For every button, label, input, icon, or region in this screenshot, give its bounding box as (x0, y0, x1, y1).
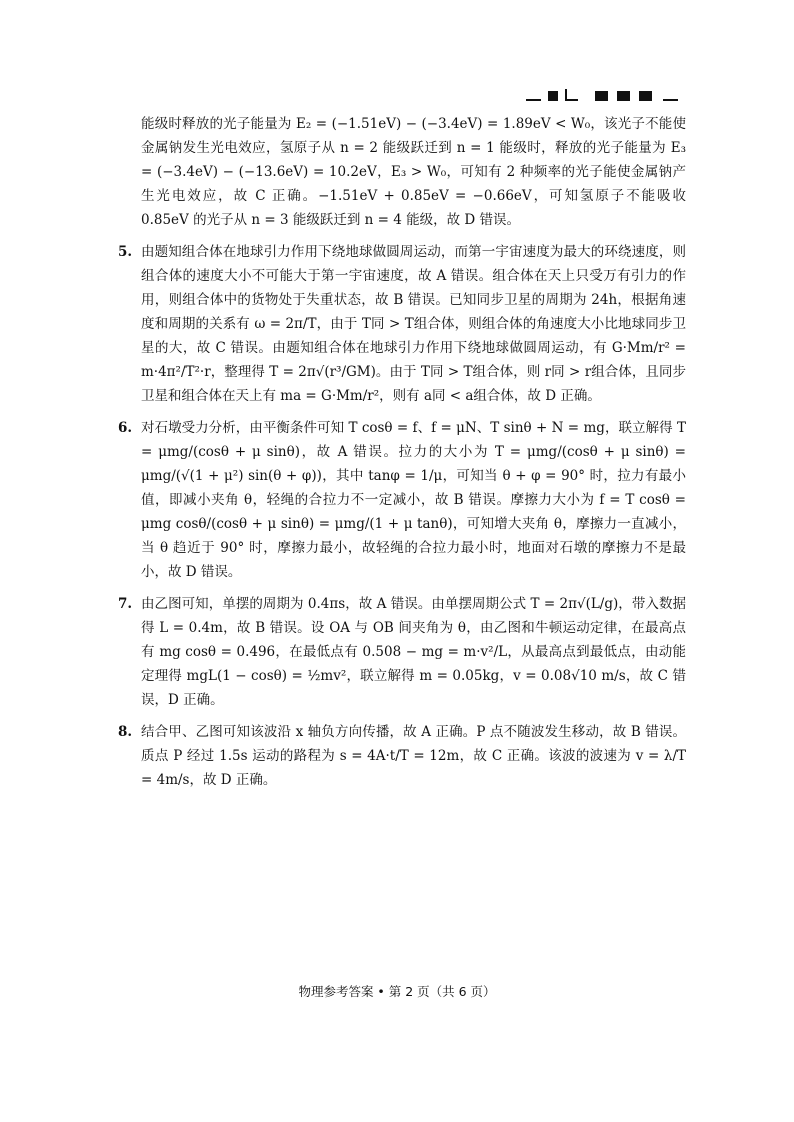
item-number: 8. (118, 724, 133, 740)
answer-item-7 (118, 592, 686, 712)
item-number: 5. (118, 244, 133, 260)
answer-page (118, 112, 686, 792)
item-paragraph: 由题知组合体在地球引力作用下绕地球做圆周运动，而第一宇宙速度为最大的环绕速度，则组合体的速度大小不可能大于第一宇宙速度，故 A 错误。组合体在天上只受万有引力的作用，则组合体中的货物处于失重状态，故 B 错误。已知同步卫星的周期为 24h，根据角速度和周期的关系有 ω = 2π/T，由于 T同 > T组合体，则组合体的角速度大小比地球同步卫星的大，故 C 错误。由题知组合体在地球引力作用下绕地球做圆周运动，有 G·Mm/r² = m·4π²/T²·r，整理得 T = 2π√(r³/GM)。由于 T同 > T组合体，则 r同 > r组合体，且同步卫星和组合体在天上有 ma = G·Mm/r²，则有 a同 < a组合体，故 D 正确。 (141, 244, 686, 404)
item-number: 7. (118, 596, 133, 612)
item-paragraph: 由乙图可知，单摆的周期为 0.4πs，故 A 错误。由单摆周期公式 T = 2π√(L/g)，带入数据得 L = 0.4m，故 B 错误。设 OA 与 OB 间夹角为 θ，由乙图和牛顿运动定律，在最高点有 mg cosθ = 0.496，在最低点有 0.508 − mg = m·v²/L，从最高点到最低点，由动能定理得 mgL(1 − cosθ) = ½mv²，联立解得 m = 0.05kg，v = 0.08√10 m/s，故 C 错误，D 正确。 (141, 596, 686, 708)
item-paragraph: 结合甲、乙图可知该波沿 x 轴负方向传播，故 A 正确。P 点不随波发生移动，故 B 错误。质点 P 经过 1.5s 运动的路程为 s = 4A·t/T = 12m，故 C 正确。该波的波速为 v = λ/T = 4m/s，故 D 正确。 (141, 724, 686, 788)
page-footer: 物理参考答案 • 第 2 页（共 6 页） (298, 984, 496, 999)
answer-item-6 (118, 416, 686, 584)
answer-item-8 (118, 720, 686, 792)
item-paragraph: 对石墩受力分析，由平衡条件可知 T cosθ = f、f = μN、T sinθ + N = mg，联立解得 T = μmg/(cosθ + μ sinθ)，故 A 错误。拉力的大小为 T = μmg/(cosθ + μ sinθ) = μmg/(√(1 + μ²) sin(θ + φ))，其中 tanφ = 1/μ，可知当 θ + φ = 90° 时，拉力有最小值，即减小夹角 θ，轻绳的合拉力不一定减小，故 B 错误。摩擦力大小为 f = T cosθ = μmg cosθ/(cosθ + μ sinθ) = μmg/(1 + μ tanθ)，可知增大夹角 θ，摩擦力一直减小，当 θ 趋近于 90° 时，摩擦力最小，故轻绳的合拉力最小时，地面对石墩的摩擦力不是最小，故 D 错误。 (141, 420, 686, 580)
continuation-paragraph: 能级时释放的光子能量为 E₂ = (−1.51eV) − (−3.4eV) = 1.89eV < W₀，该光子不能使金属钠发生光电效应，氢原子从 n = 2 能级跃迁到 n = 1 能级时，释放的光子能量为 E₃ = (−3.4eV) − (−13.6eV) = 10.2eV，E₃ > W₀，可知有 2 种频率的光子能使金属钠产生光电效应，故 C 正确。−1.51eV + 0.85eV = −0.66eV，可知氢原子不能吸收 0.85eV 的光子从 n = 3 能级跃迁到 n = 4 能级，故 D 错误。 (141, 116, 686, 228)
item-number: 6. (118, 420, 133, 436)
answer-item-5 (118, 240, 686, 408)
